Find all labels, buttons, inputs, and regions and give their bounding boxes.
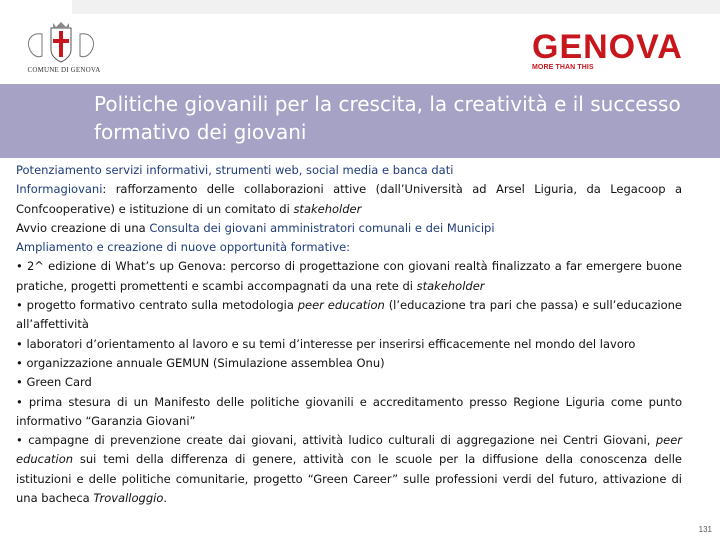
bullet-laboratori: • laboratori d’orientamento al lavoro e su temi d’interesse per inserirsi efficacemente nel mondo del lavoro: [16, 336, 636, 351]
informagiovani-label: Informagiovani: [16, 182, 103, 197]
slide-title: Politiche giovanili per la crescita, la creatività e il successo formativo dei giovani: [94, 92, 681, 144]
bullet-campagne-text: • campagne di prevenzione create dai giovani, attività ludico culturali di aggregazione nei Centri Giovani,: [16, 433, 656, 448]
bullet-campagne-italic2: Trovalloggio: [93, 491, 164, 506]
consulta-text: Avvio creazione di una: [16, 220, 150, 235]
paragraph-potenziamento: Potenziamento servizi informativi, strumenti web, social media e banca dati: [16, 163, 454, 177]
paragraph-informagiovani: [16, 180, 682, 219]
bullet-green-card: • Green Card: [16, 375, 92, 390]
bullet-campagne-italic: peer education: [16, 433, 682, 467]
logo-word: GENOVA: [532, 28, 683, 66]
bullet-peer-text: • progetto formativo centrato sulla metodologia: [16, 298, 298, 313]
bullet-campagne: [16, 431, 682, 508]
bullet-peer-text2: (l’educazione tra pari che passa) e sull’educazione all’affettività: [16, 298, 683, 332]
informagiovani-text: : rafforzamento delle collaborazioni attive (dall’Università ad Arsel Liguria, da Legacoop a Confcooperative) e istituzione di un comitato di: [16, 182, 682, 216]
informagiovani-italic: stakeholder: [293, 201, 362, 216]
bullet-campagne-end: .: [163, 491, 168, 506]
bullet-campagne-text2: sui temi della differenza di genere, attività con le scuole per la diffusione della conoscenza delle istituzioni e delle politiche comunitarie, progetto “Green Career” sulle professioni verdi del futuro, attivazione di una bacheca: [16, 452, 682, 506]
bullet-whats-up: [16, 257, 682, 296]
top-band: [72, 0, 720, 14]
bullet-peer-education: [16, 296, 682, 335]
title-bar: [0, 84, 720, 158]
bullet-gemun: • organizzazione annuale GEMUN (Simulazione assemblea Onu): [16, 355, 385, 370]
bullet-peer-italic: peer education: [297, 298, 385, 313]
slide-body: [16, 161, 682, 508]
consulta-highlight: Consulta dei giovani amministratori comunali e dei Municipi: [149, 220, 495, 235]
logo-tagline: MORE THAN THIS: [532, 64, 594, 71]
paragraph-consulta: [16, 219, 682, 238]
paragraph-ampliamento: Ampliamento e creazione di nuove opportunità formative:: [16, 240, 351, 255]
bullet-whats-up-italic: stakeholder: [416, 278, 485, 293]
crest-caption: COMUNE DI GENOVA: [27, 66, 101, 74]
genova-logo: [532, 28, 683, 71]
page-number: 131: [698, 525, 712, 534]
bullet-whats-up-text: • 2^ edizione di What’s up Genova: percorso di progettazione con giovani realtà finalizzato a far emergere buone pratiche, progetti promettenti e scambi accompagnati da una rete di: [16, 259, 682, 293]
bullet-manifesto: • prima stesura di un Manifesto delle politiche giovanili e accreditamento presso Regione Liguria come punto informativo “Garanzia Giovani”: [16, 394, 682, 428]
